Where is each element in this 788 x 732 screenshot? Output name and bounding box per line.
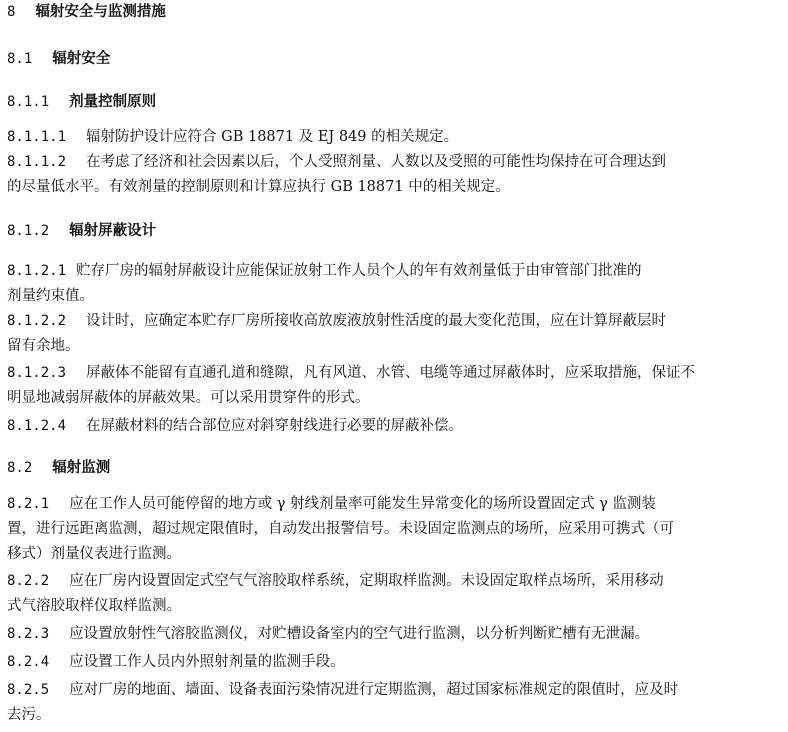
clause-text: 在考虑了经济和社会因素以后，个人受照剂量、人数以及受照的可能性均保持在可合理达到 [86, 154, 667, 170]
clause-text: 应对厂房的地面、墙面、设备表面污染情况进行定期监测，超过国家标准规定的限值时，应及时 [69, 682, 679, 698]
clause-8-2-5 [7, 680, 781, 700]
clause-8-2-2 [7, 571, 781, 591]
clause-text: 式气溶胶取样仪取样监测。 [7, 598, 181, 614]
clause-text: 贮存厂房的辐射屏蔽设计应能保证放射工作人员个人的年有效剂量低于由审管部门批准的 [76, 263, 642, 279]
clause-text: 置，进行远距离监测，超过规定限值时，自动发出报警信号。未设固定监测点的场所，应采用可携式（可 [7, 521, 674, 537]
clause-8-1-2-2-cont [7, 336, 781, 356]
clause-8-2-2-cont [7, 596, 781, 616]
clause-text: 屏蔽体不能留有直通孔道和缝隙，凡有风道、水管、电缆等通过屏蔽体时，应采取措施，保证不 [86, 365, 696, 381]
clause-text: 移式）剂量仪表进行监测。 [7, 546, 181, 562]
clause-text: 去污。 [7, 707, 51, 723]
clause-8-2-3 [7, 624, 781, 644]
subsection-number: 8.1.1 [7, 94, 50, 110]
clause-text: 明显地减弱屏蔽体的屏蔽效果。可以采用贯穿件的形式。 [7, 390, 370, 406]
clause-8-2-1-cont-1 [7, 519, 781, 539]
clause-8-1-1-2-cont [7, 177, 781, 197]
section-title: 辐射安全与监测措施 [35, 4, 166, 20]
subsection-heading-8-1-2 [7, 221, 781, 241]
subsection-heading-8-2 [7, 458, 781, 478]
subsection-title: 辐射屏蔽设计 [69, 223, 157, 239]
clause-8-1-2-3-cont [7, 388, 781, 408]
clause-8-1-2-1-cont [7, 286, 781, 306]
clause-8-2-5-cont [7, 705, 781, 725]
clause-8-2-1-cont-2 [7, 544, 781, 564]
clause-text: 辐射防护设计应符合 GB 18871 及 EJ 849 的相关规定。 [86, 129, 459, 145]
subsection-number: 8.1 [7, 51, 33, 67]
clause-8-1-2-3 [7, 363, 781, 383]
clause-number: 8.1.2.2 [7, 313, 67, 329]
clause-number: 8.1.2.4 [7, 418, 67, 434]
subsection-title: 辐射安全 [52, 51, 111, 67]
clause-text: 应在工作人员可能停留的地方或 γ 射线剂量率可能发生异常变化的场所设置固定式 γ 监测装 [69, 496, 656, 512]
subsection-title: 剂量控制原则 [69, 94, 157, 110]
section-heading [7, 2, 781, 22]
clause-number: 8.1.1.1 [7, 129, 67, 145]
clause-text: 设计时，应确定本贮存厂房所接收高放废液放射性活度的最大变化范围，应在计算屏蔽层时 [86, 313, 667, 329]
clause-8-1-2-2 [7, 311, 781, 331]
subsection-number: 8.2 [7, 460, 33, 476]
clause-text: 在屏蔽材料的结合部位应对斜穿射线进行必要的屏蔽补偿。 [86, 418, 464, 434]
clause-number: 8.2.3 [7, 626, 50, 642]
clause-8-1-1-1 [7, 127, 781, 147]
clause-text: 留有余地。 [7, 338, 80, 354]
subsection-title: 辐射监测 [52, 460, 111, 476]
clause-text: 应设置放射性气溶胶监测仪，对贮槽设备室内的空气进行监测，以分析判断贮槽有无泄漏。 [69, 626, 650, 642]
clause-text: 应在厂房内设置固定式空气气溶胶取样系统，定期取样监测。未设固定取样点场所，采用移动 [69, 573, 664, 589]
subsection-heading-8-1-1 [7, 92, 781, 112]
section-number: 8 [7, 4, 16, 20]
clause-text: 应设置工作人员内外照射剂量的监测手段。 [69, 654, 345, 670]
clause-number: 8.2.4 [7, 654, 50, 670]
clause-text: 的尽量低水平。有效剂量的控制原则和计算应执行 GB 18871 中的相关规定。 [7, 179, 510, 195]
clause-8-1-2-4 [7, 416, 781, 436]
clause-8-1-1-2 [7, 152, 781, 172]
clause-8-2-1 [7, 494, 781, 514]
subsection-heading-8-1 [7, 49, 781, 69]
clause-text: 剂量约束值。 [7, 288, 94, 304]
clause-number: 8.1.1.2 [7, 154, 67, 170]
clause-number: 8.1.2.1 [7, 263, 67, 279]
subsection-number: 8.1.2 [7, 223, 50, 239]
clause-number: 8.1.2.3 [7, 365, 67, 381]
clause-8-1-2-1 [7, 261, 781, 281]
clause-number: 8.2.2 [7, 573, 50, 589]
clause-8-2-4 [7, 652, 781, 672]
clause-number: 8.2.1 [7, 496, 50, 512]
clause-number: 8.2.5 [7, 682, 50, 698]
